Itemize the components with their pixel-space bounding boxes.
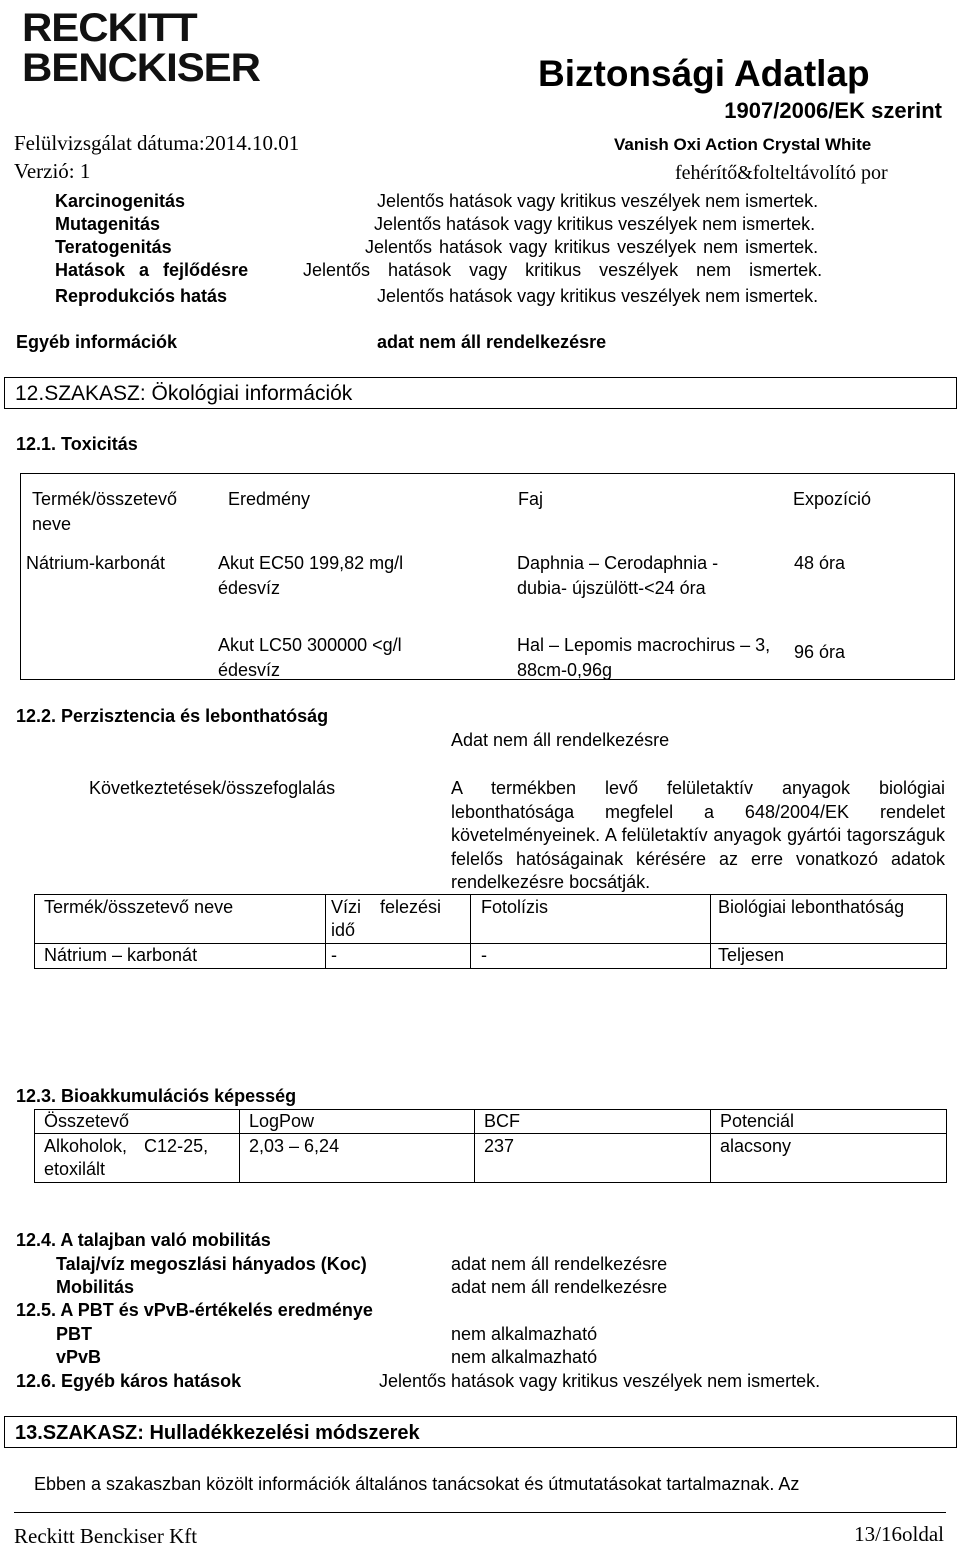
koc-value: adat nem áll rendelkezésre	[451, 1254, 668, 1274]
persist-header-photolysis: Fotolízis	[471, 895, 711, 944]
tox-exposure-1: 48 óra	[794, 553, 846, 573]
tox-header-exposure: Expozíció	[793, 489, 872, 509]
tox-label-reproductive: Reprodukciós hatás	[55, 286, 228, 306]
s125-title: 12.5. A PBT és vPvB-értékelés eredménye	[16, 1300, 373, 1320]
bio-logpow: 2,03 – 6,24	[240, 1134, 475, 1183]
tox-result-2: Akut LC50 300000 <g/l édesvíz	[218, 635, 402, 680]
vpvb-value: nem alkalmazható	[451, 1347, 598, 1367]
tox-header-result: Eredmény	[228, 489, 311, 509]
tox-exposure-2: 96 óra	[794, 642, 846, 662]
s122-value: Adat nem áll rendelkezésre	[451, 730, 670, 750]
bio-header-logpow: LogPow	[240, 1110, 475, 1134]
section12-title: 12.SZAKASZ: Ökológiai információk	[15, 382, 353, 405]
footer-company: Reckitt Benckiser Kft	[14, 1524, 198, 1548]
vpvb-label: vPvB	[56, 1347, 102, 1367]
bio-header-bcf: BCF	[475, 1110, 711, 1134]
tox-label-development: Hatások a fejlődésre	[55, 260, 249, 280]
s121-title: 12.1. Toxicitás	[16, 434, 138, 454]
persist-header-product: Termék/összetevő neve	[35, 895, 326, 944]
logo-line1: RECKITT	[22, 6, 197, 50]
bio-component: Alkoholok, C12-25, etoxilált	[35, 1134, 240, 1183]
tox-value-development: Jelentős hatások vagy kritikus veszélyek nem ismertek.	[303, 260, 823, 280]
other-info-value: adat nem áll rendelkezésre	[377, 332, 607, 352]
document-title: Biztonsági Adatlap	[538, 53, 870, 94]
product-type: fehérítő&folteltávolító por	[675, 162, 888, 184]
s126-title: 12.6. Egyéb káros hatások	[16, 1371, 242, 1391]
section13-header	[4, 1416, 957, 1448]
tox-label-teratogenicity: Teratogenitás	[55, 237, 172, 257]
footer-divider	[14, 1512, 946, 1513]
s123-title: 12.3. Bioakkumulációs képesség	[16, 1086, 297, 1106]
pbt-value: nem alkalmazható	[451, 1324, 598, 1344]
tox-value-mutagenicity: Jelentős hatások vagy kritikus veszélyek nem ismertek.	[374, 214, 816, 234]
section13-intro: Ebben a szakaszban közölt információk általános tanácsokat és útmutatásokat tartalmaznak. Az	[34, 1474, 800, 1494]
review-date: Felülvizsgálat dátuma:2014.10.01	[14, 131, 300, 155]
section12-header	[4, 377, 957, 409]
tox-header-species: Faj	[518, 489, 544, 509]
tox-value-carcinogenicity: Jelentős hatások vagy kritikus veszélyek nem ismertek.	[377, 191, 819, 211]
bio-header-potential: Potenciál	[711, 1110, 947, 1134]
tox-value-reproductive: Jelentős hatások vagy kritikus veszélyek nem ismertek.	[377, 286, 819, 306]
company-logo	[22, 8, 274, 96]
bioaccumulation-table	[34, 1109, 947, 1183]
bio-header-component: Összetevő	[35, 1110, 240, 1134]
persistence-table	[34, 894, 947, 969]
pbt-label: PBT	[56, 1324, 92, 1344]
mobility-label: Mobilitás	[56, 1277, 135, 1297]
tox-species-2: Hal – Lepomis macrochirus – 3, 88cm-0,96g	[517, 635, 771, 680]
koc-label: Talaj/víz megoszlási hányados (Koc)	[56, 1254, 367, 1274]
persist-photolysis: -	[471, 944, 711, 969]
conclusion-label: Következtetések/összefoglalás	[89, 778, 336, 798]
persist-halflife: -	[326, 944, 471, 969]
s122-title: 12.2. Perzisztencia és lebonthatóság	[16, 706, 329, 726]
footer-page: 13/16oldal	[854, 1522, 944, 1546]
tox-label-carcinogenicity: Karcinogenitás	[55, 191, 186, 211]
tox-result-1: Akut EC50 199,82 mg/l édesvíz	[218, 553, 404, 598]
s126-value: Jelentős hatások vagy kritikus veszélyek nem ismertek.	[379, 1371, 821, 1391]
s124-title: 12.4. A talajban való mobilitás	[16, 1230, 271, 1250]
persist-header-biodeg: Biológiai lebonthatóság	[711, 895, 947, 944]
persist-biodeg: Teljesen	[711, 944, 947, 969]
tox-value-teratogenicity: Jelentős hatások vagy kritikus veszélyek nem ismertek.	[365, 237, 819, 257]
bio-potential: alacsony	[711, 1134, 947, 1183]
version: Verzió: 1	[14, 159, 91, 183]
mobility-value: adat nem áll rendelkezésre	[451, 1277, 668, 1297]
persist-product: Nátrium – karbonát	[35, 944, 326, 969]
section13-title: 13.SZAKASZ: Hulladékkezelési módszerek	[15, 1422, 420, 1444]
tox-label-mutagenicity: Mutagenitás	[55, 214, 161, 234]
product-name: Vanish Oxi Action Crystal White	[614, 135, 872, 154]
conclusion-text: A termékben levő felületaktív anyagok biológiai lebonthatósága megfelel a 648/2004/EK rendelet követelményeinek. A felületaktív anyagok gyártói tagországuk felelős hatóságainak kérésére az erre vonatkozó adatok rendelkezésre bocsátják.	[451, 778, 945, 892]
tox-species-1: Daphnia – Cerodaphnia - dubia- újszülött-<24 óra	[517, 553, 719, 598]
logo-line2: BENCKISER	[22, 46, 260, 90]
persist-header-halflife: Vízi felezési idő	[326, 895, 471, 944]
regulation-text: 1907/2006/EK szerint	[724, 98, 942, 123]
bio-bcf: 237	[475, 1134, 711, 1183]
other-info-label: Egyéb információk	[16, 332, 178, 352]
tox-product-name: Nátrium-karbonát	[26, 553, 166, 573]
toxicity-table	[20, 473, 955, 680]
tox-header-product: Termék/összetevő neve	[32, 489, 178, 534]
